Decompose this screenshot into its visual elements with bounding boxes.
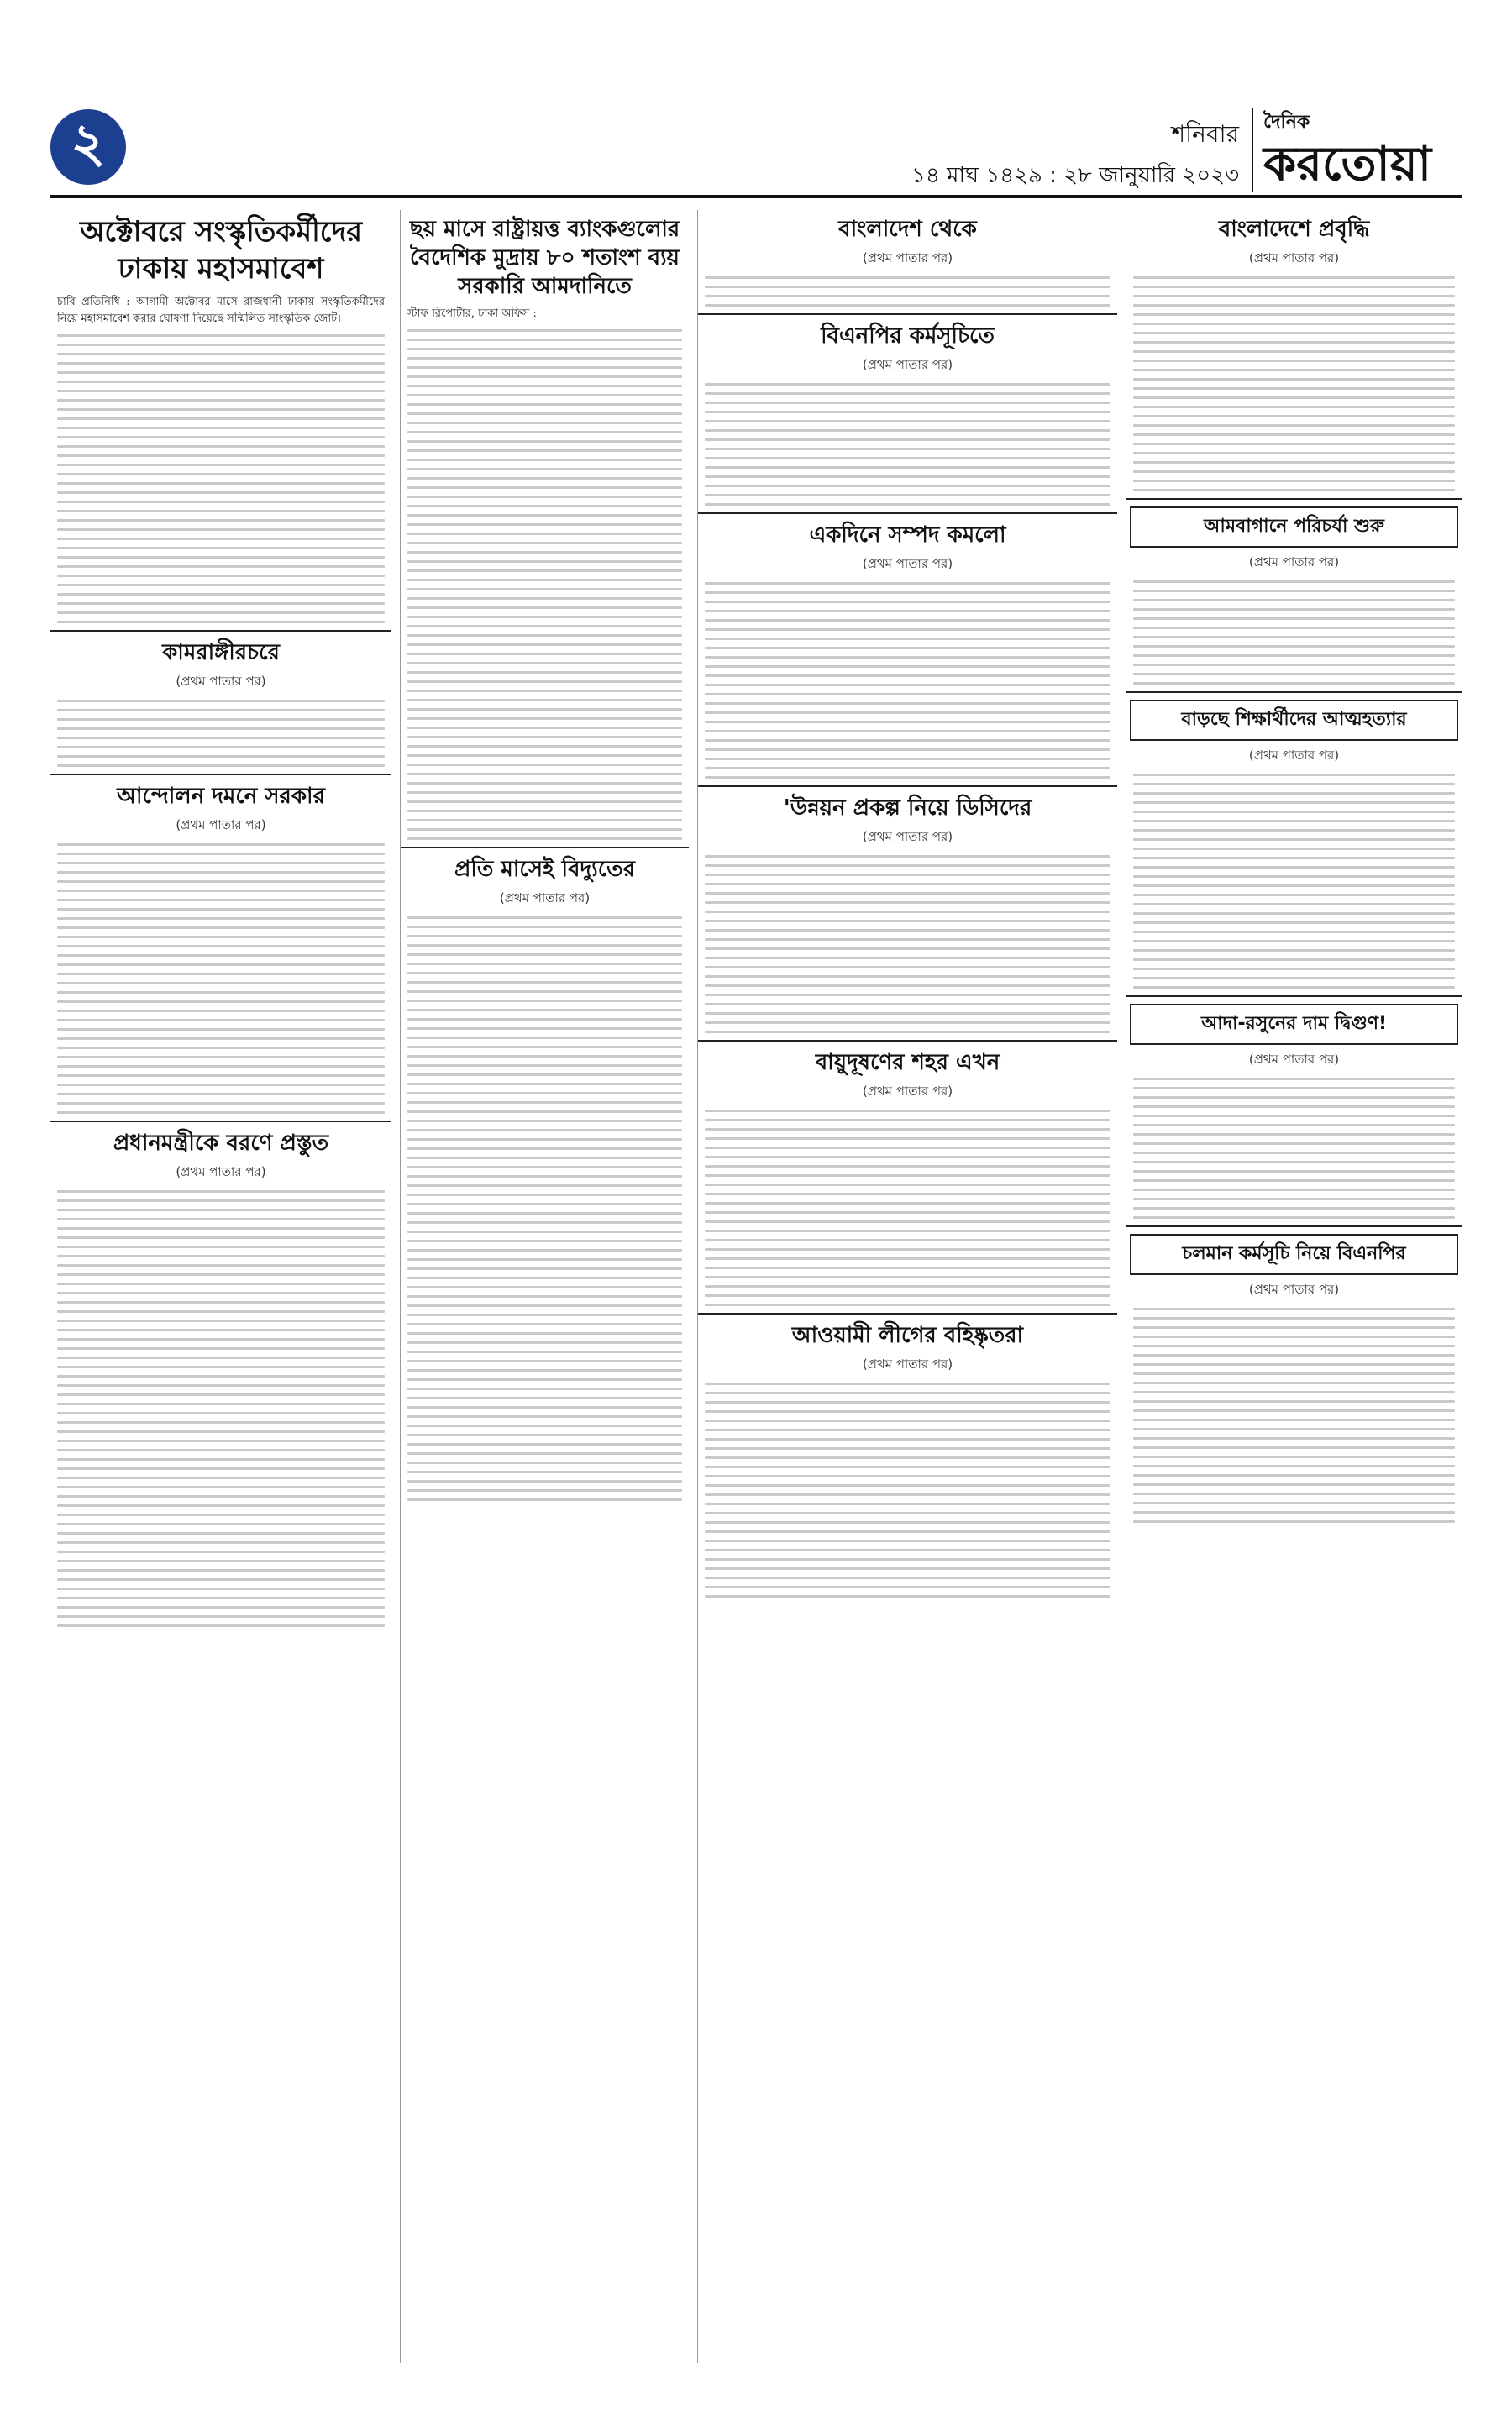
article-body [698,1110,1117,1306]
article-headline: বাড়ছে শিক্ষার্থীদের আত্মহত্যার [1130,700,1458,741]
article-body [698,276,1117,307]
article-headline: আদা-রসুনের দাম দ্বিগুণ! [1130,1004,1458,1045]
article-body [1126,1308,1462,1523]
logo-main: করতোয়া [1263,137,1431,192]
continued-label: (প্রথম পাতার পর) [862,1357,953,1372]
continued-label: (প্রথম পাতার পর) [176,674,266,689]
column-3 [697,210,1117,2363]
article-headline: ছয় মাসে রাষ্ট্রায়ত্ত ব্যাংকগুলোর বৈদেশিক মুদ্রায় ৮০ শতাংশ ব্যয় সরকারি আমদানিতে [409,217,680,299]
masthead [50,101,1462,202]
article-lead: চাবি প্রতিনিধি : আগামী অক্টোবর মাসে রাজধানী ঢাকায় সংস্কৃতিকর্মীদের নিয়ে মহাসমাবেশ করার ঘোষণা দিয়েছে সম্মিলিত সাংস্কৃতিক জোট। [57,296,385,325]
column-4 [1126,210,1462,2363]
continued-label: (প্রথম পাতার পর) [1248,1282,1340,1297]
header-rule [50,195,1462,198]
page-number: ২ [50,109,126,185]
article-body [698,855,1117,1033]
article-body [401,329,689,840]
article-body [1126,580,1462,685]
article-headline: অক্টোবরে সংস্কৃতিকর্মীদের ঢাকায় মহাসমাবেশ [79,215,363,286]
continued-label: (প্রথম পাতার পর) [1248,554,1340,569]
article-body [698,582,1117,779]
day-name: শনিবার [1171,120,1239,148]
article-headline: আওয়ামী লীগের বহিষ্কৃতরা [791,1323,1024,1348]
continued-label: (প্রথম পাতার পর) [862,357,953,372]
continued-label: (প্রথম পাতার পর) [1248,748,1340,763]
article-headline: 'উন্নয়ন প্রকল্প নিয়ে ডিসিদের [783,795,1032,821]
continued-label: (প্রথম পাতার পর) [176,1164,266,1179]
article-body [698,1383,1117,1598]
article-headline: কামরাঙ্গীরচরে [162,640,280,665]
continued-label: (প্রথম পাতার পর) [862,250,953,265]
article-body [50,334,391,623]
continued-label: (প্রথম পাতার পর) [1248,1052,1340,1067]
continued-label: (প্রথম পাতার পর) [862,556,953,571]
article-headline: প্রধানমন্ত্রীকে বরণে প্রস্তুত [113,1131,329,1156]
article-body [401,916,689,1501]
article-headline: বিএনপির কর্মসূচিতে [821,323,995,349]
date-line: ১৪ মাঘ ১৪২৯ : ২৮ জানুয়ারি ২০২৩ [911,163,1239,188]
column-2 [400,210,689,2363]
continued-label: (প্রথম পাতার পর) [176,817,266,832]
article-headline: একদিনে সম্পদ কমলো [809,522,1006,548]
continued-label: (প্রথম পাতার পর) [1248,250,1340,265]
article-body [50,843,391,1114]
continued-label: (প্রথম পাতার পর) [862,1084,953,1099]
article-body [1126,774,1462,989]
article-headline: প্রতি মাসেই বিদ্যুতের [454,857,635,882]
continued-label: (প্রথম পাতার পর) [499,890,591,905]
article-body [1126,1078,1462,1219]
column-1 [50,210,391,2363]
newspaper-logo [1252,108,1462,192]
article-headline: আমবাগানে পরিচর্যা শুরু [1130,506,1458,548]
article-headline: চলমান কর্মসূচি নিয়ে বিএনপির [1130,1234,1458,1275]
article-lead: স্টাফ রিপোর্টার, ঢাকা অফিস : [407,307,537,320]
article-body [1126,276,1462,491]
article-headline: বাংলাদেশ থেকে [838,217,977,242]
continued-label: (প্রথম পাতার পর) [862,829,953,844]
article-headline: বাংলাদেশে প্রবৃদ্ধি [1218,217,1370,242]
article-headline: আন্দোলন দমনে সরকার [117,784,325,809]
article-headline: বায়ুদূষণের শহর এখন [815,1050,1000,1075]
article-body [50,1190,391,1627]
logo-top: দৈনিক [1263,112,1310,133]
article-body [698,383,1117,506]
article-body [50,700,391,767]
